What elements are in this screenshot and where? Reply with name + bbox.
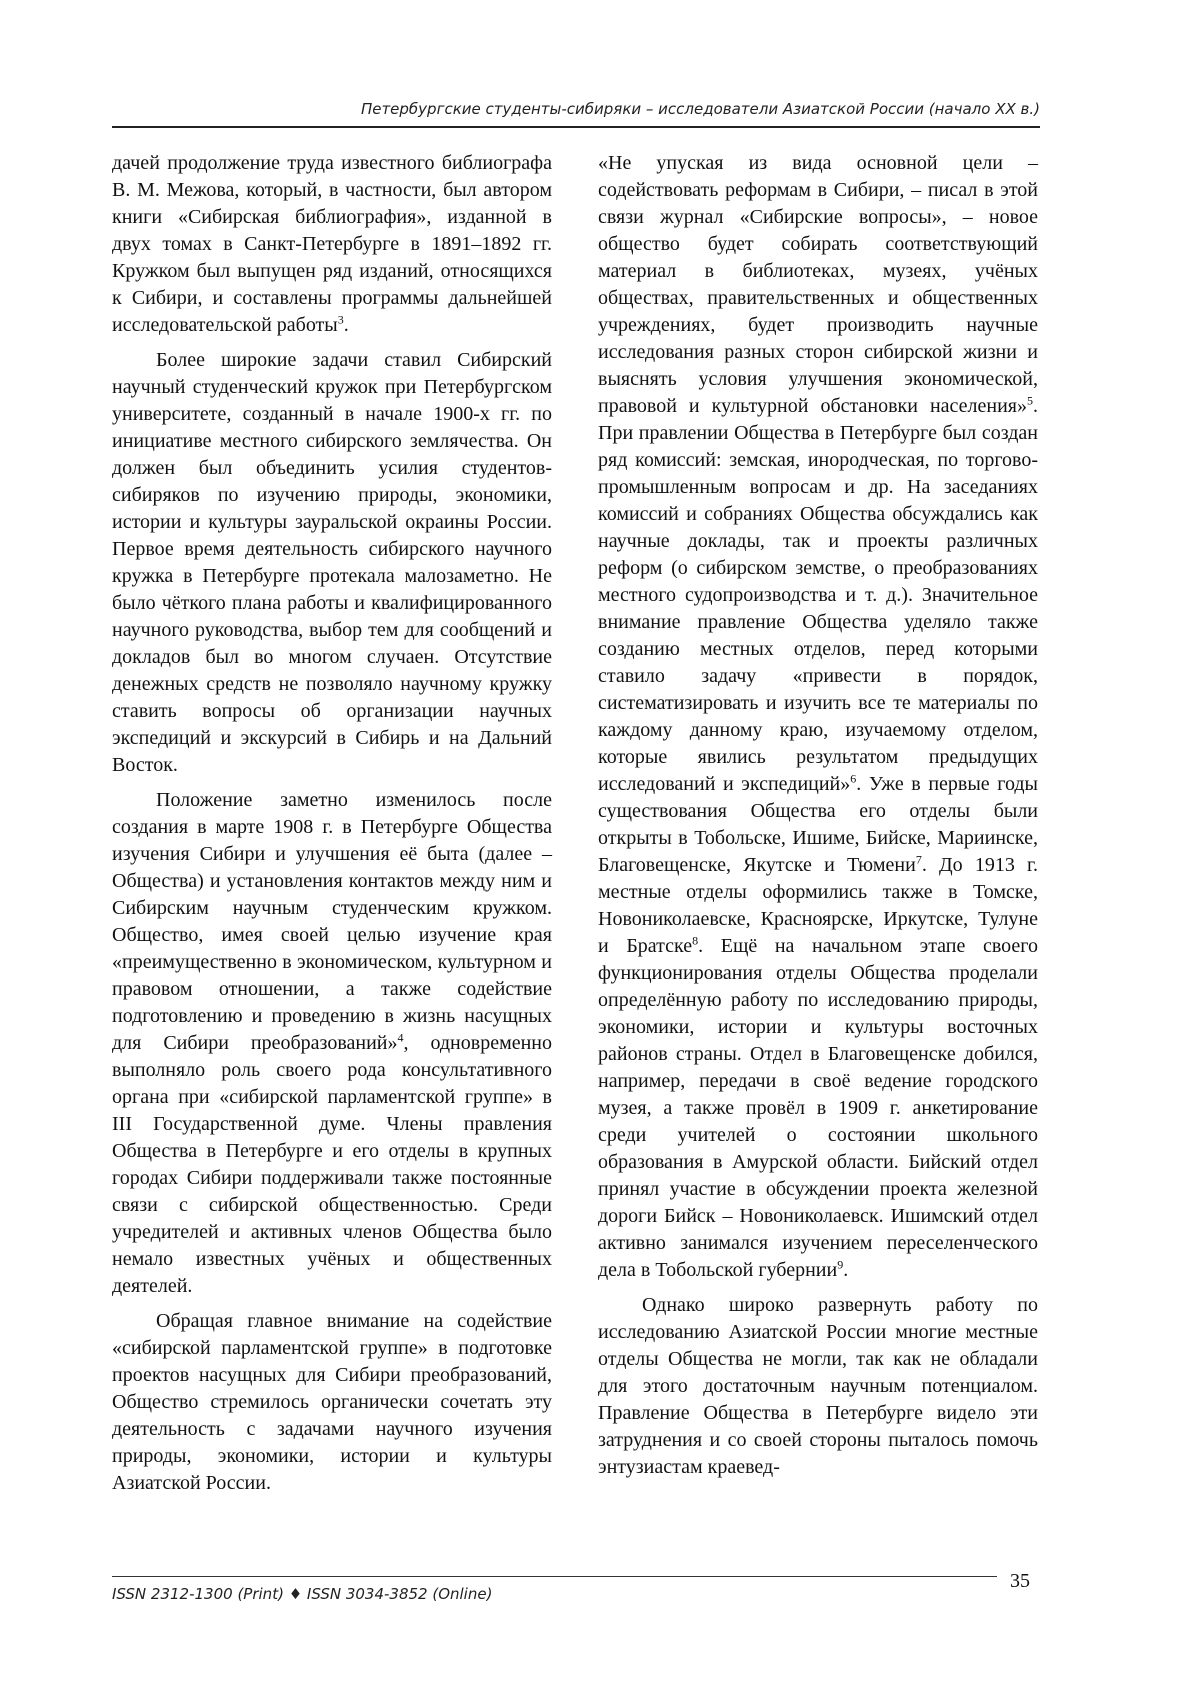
footnote-ref-9[interactable]: 9 <box>837 1257 844 1272</box>
footnote-ref-6[interactable]: 6 <box>850 771 857 786</box>
left-paragraph-2: Более широкие задачи ставил Сибирский научный студенческий кружок при Петербургском университете, созданный в начале 1900-х гг. по инициативе местного сибирского землячества. Он должен был объединить усилия студентов-сибиряков по изучению природы, экономики, истории и культуры зауральской окраины России. Первое время деятельность сибирского научного кружка в Петербурге протекала малозаметно. Не было чёткого плана работы и квалифицированного научного руководства, выбор тем для сообщений и докладов был во многом случаен. Отсутствие денежных средств не позволяло научному кружку ставить вопросы об организации научных экспедиций и экскурсий в Сибирь и на Дальний Восток. <box>112 349 552 776</box>
page-number: 35 <box>1010 1570 1030 1592</box>
left-paragraph-4: Обращая главное внимание на содействие «сибирской парламентской группе» в подготовке проектов насущных для Сибири преобразований, Общество стремилось органически сочетать эту деятельность с задачами научного изучения природы, экономики, истории и культуры Азиатской России. <box>112 1310 552 1494</box>
footnote-ref-7[interactable]: 7 <box>915 852 922 867</box>
footer-rule <box>112 1576 997 1577</box>
footnote-ref-3[interactable]: 3 <box>337 312 344 327</box>
issn-line: ISSN 2312-1300 (Print) ♦ ISSN 3034-3852 (Online) <box>112 1585 493 1603</box>
footnote-ref-5[interactable]: 5 <box>1027 393 1033 408</box>
footnote-ref-4[interactable]: 4 <box>397 1030 404 1045</box>
left-paragraph-3: Положение заметно изменилось после создания в марте 1908 г. в Петербурге Общества изучения Сибири и улучшения её быта (далее – Общества) и установления контактов между ним и Сибирским научным студенческим кружком. Общество, имея своей целью изучение края «преимущественно в экономическом, культурном и правовом отношении, а также содействие подготовлению и проведению в жизнь насущных для Сибири преобразований»$^4$, одновременно выполняло роль своего рода консультативного органа при «сибирской парламентской группе» в III Государственной думе. Члены правления Общества в Петербурге и его отделы в крупных городах Сибири поддерживали также постоянные связи с сибирской общественностью. Среди учредителей и активных членов Общества было немало известных учёных и общественных деятелей. <box>112 789 553 1297</box>
header-rule <box>112 126 1040 128</box>
footnote-ref-8[interactable]: 8 <box>692 933 699 948</box>
left-paragraph-1: дачей продолжение труда известного библиографа В. М. Межова, который, в частности, был автором книги «Сибирская библиография», изданной в двух томах в Санкт-Петербурге в 1891–1892 гг. Кружком был выпущен ряд изданий, относящихся к Сибири, и составлены программы дальнейшей исследовательской работы$^3$. <box>112 152 552 336</box>
right-column <box>598 150 1038 1489</box>
right-paragraph-1: «Не упуская из вида основной цели – содействовать реформам в Сибири, – писал в этой связи журнал «Сибирские вопросы», – новое общество будет собирать соответствующий материал в библиотеках, музеях, учёных обществах, правительственных и общественных учреждениях, будет производить научные исследования разных сторон сибирской жизни и выяснять условия улучшения экономической, правовой и культурной обстановки населения»$^5$. При правлении Общества в Петербурге был создан ряд комиссий: земская, инородческая, по торгово-промышленным вопросам и др. На заседаниях комиссий и собраниях Общества обсуждались как научные доклады, так и проекты различных реформ (о сибирском земстве, о преобразованиях местного судопроизводства и т. д.). Значительное внимание правление Общества уделяло также созданию местных отделов, перед которыми ставило задачу «привести в порядок, систематизировать и изучить все те материалы по каждому данному краю, изучаемому отделом, которые явились результатом предыдущих исследований и экспедиций»$^6$. Уже в первые годы существования Общества его отделы были открыты в Тобольске, Ишиме, Бийске, Мариинске, Благовещенске, Якутске и Тюмени$^7$. До 1913 г. местные отделы оформились также в Томске, Новониколаевске, Красноярске, Иркутске, Тулуне и Братске$^8$. Ещё на начальном этапе своего функционирования отделы Общества проделали определённую работу по исследованию природы, экономики, истории и культуры восточных районов страны. Отдел в Благовещенске добился, например, передачи в своё ведение городского музея, а также провёл в 1909 г. анкетирование среди учителей о состоянии школьного образования в Амурской области. Бийский отдел принял участие в обсуждении проекта железной дороги Бийск – Новониколаевск. Ишимский отдел активно занимался изучением переселенческого дела в Тобольской губернии$^9$. <box>598 152 1038 1281</box>
left-column <box>112 150 552 1505</box>
right-paragraph-2: Однако широко развернуть работу по исследованию Азиатской России многие местные отделы Общества не могли, так как не обладали для этого достаточным научным потенциалом. Правление Общества в Петербурге видело эти затруднения и со своей стороны пыталось помочь энтузиастам краевед- <box>598 1294 1038 1478</box>
running-title: Петербургские студенты-сибиряки – исследователи Азиатской России (начало XX в.) <box>360 100 1040 118</box>
